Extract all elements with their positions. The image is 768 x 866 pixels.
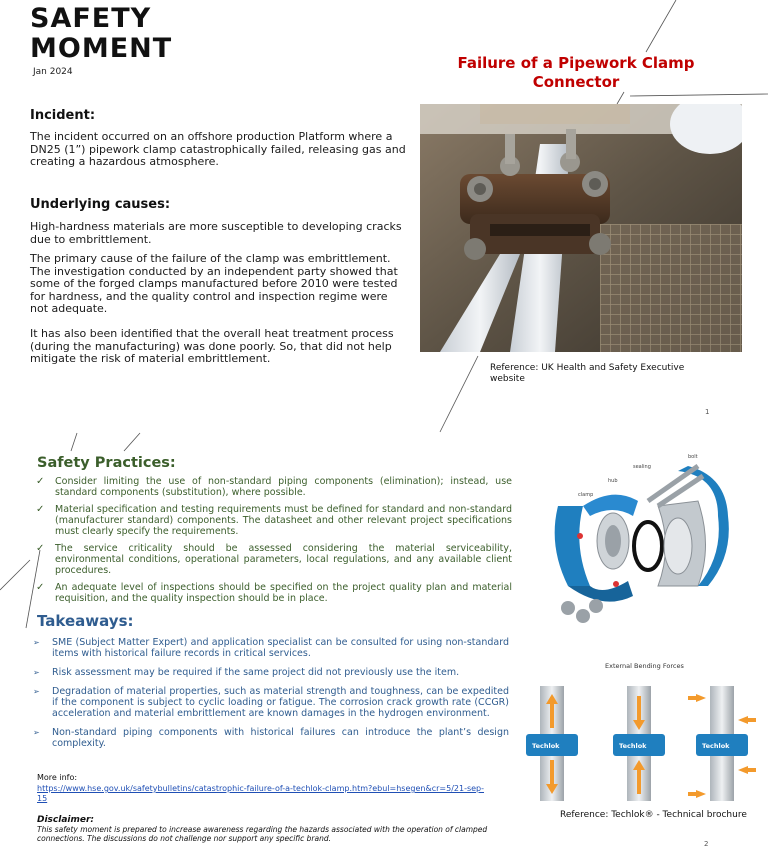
label-hub: hub: [608, 478, 618, 484]
date-label: Jan 2024: [33, 67, 73, 77]
label-clamp: clamp: [578, 492, 594, 498]
takeaways-heading: Takeaways:: [37, 612, 140, 630]
figure-title: External Bending Forces: [605, 662, 684, 670]
arrow-bullet-icon: ➢: [33, 687, 40, 696]
check-icon: ✓: [36, 582, 45, 593]
causes-paragraph-3: It has also been identified that the overall heat treatment process (during the manufacturing) was done poorly. So, that did not help mitigate the risk of material embrittlement.: [30, 327, 394, 365]
check-icon: ✓: [36, 504, 45, 515]
page-title: SAFETY MOMENT: [30, 3, 173, 64]
list-item: ➢ Non-standard piping components with historical failures can introduce the plant’s design complexity.: [33, 727, 509, 749]
check-icon: ✓: [36, 476, 45, 487]
page-number-1: 1: [705, 408, 710, 416]
photo-caption: Reference: UK Health and Safety Executive website: [490, 363, 685, 384]
disclaimer-heading: Disclaimer:: [37, 815, 95, 825]
list-item: ✓ Material specification and testing requirements must be defined for standard and non-standard (manufacturer standard) components. The datasheet and other relevant project specifications must clearly specify the requirements.: [36, 504, 512, 537]
incident-text: The incident occurred on an offshore production Platform where a DN25 (1”) pipework clamp catastrophically failed, releasing gas and creating a hazardous atmosphere.: [30, 130, 406, 168]
safety-practices-list: [36, 476, 512, 610]
list-item: ✓ Consider limiting the use of non-standard piping components (elimination); instead, use standard components (substitution), where possible.: [36, 476, 512, 498]
arrow-bullet-icon: ➢: [33, 668, 40, 677]
page-number-2: 2: [704, 840, 709, 848]
arrow-bullet-icon: ➢: [33, 728, 40, 737]
takeaways-list: [33, 637, 509, 757]
techlok-label: Techlok: [619, 742, 647, 750]
causes-heading: Underlying causes:: [30, 197, 171, 212]
list-item: ✓ The service criticality should be assessed considering the material serviceability, environmental conditions, operational parameters, local regulations, and any available client procedures.: [36, 543, 512, 576]
headline: Failure of a Pipework Clamp Connector: [457, 54, 695, 91]
label-sealing: sealing: [633, 464, 651, 470]
causes-paragraph-2: The primary cause of the failure of the clamp was embrittlement. The investigation conducted by an independent party showed that some of the forged clamps manufactured before 2010 were tested for hardness, and the quality control and inspection regime were not adequate.: [30, 252, 398, 315]
incident-heading: Incident:: [30, 108, 96, 123]
techlok-label: Techlok: [532, 742, 560, 750]
figure-caption: Reference: Techlok® - Technical brochure: [560, 810, 747, 820]
disclaimer-text: This safety moment is prepared to increase awareness regarding the hazards associated with the operation of clamped connections. The discussions do not challenge nor support any specific brand.: [37, 825, 488, 843]
list-item: ➢ Degradation of material properties, such as material strength and toughness, can be expedited if the component is subject to cyclic loading or fatigue. The corrosion crack growth rate (CCGR) acceleration and material embrittlement are known damages in the hydrogen environment.: [33, 686, 509, 719]
failed-clamp-photo: [420, 104, 742, 352]
list-item: ✓ An adequate level of inspections should be specified on the project quality plan and material requisition, and the quality inspection should be in place.: [36, 582, 512, 604]
arrow-bullet-icon: ➢: [33, 638, 40, 647]
safety-practices-heading: Safety Practices:: [37, 455, 176, 471]
list-item: ➢ Risk assessment may be required if the same project did not previously use the item.: [33, 667, 460, 678]
list-item: ➢ SME (Subject Matter Expert) and application specialist can be consulted for using non-standard items with historical failure records in critical services.: [33, 637, 509, 659]
exploded-clamp-diagram: [528, 446, 738, 632]
more-info-link[interactable]: https://www.hse.gov.uk/safetybulletins/catastrophic-failure-of-a-techlok-clamp.htm?ebul=hsegen&cr=5/21-sep-15: [37, 784, 485, 803]
more-info-label: More info:: [37, 773, 78, 782]
causes-paragraph-1: High-hardness materials are more susceptible to developing cracks due to embrittlement.: [30, 220, 402, 246]
check-icon: ✓: [36, 543, 45, 554]
bending-forces-figure: [520, 656, 760, 806]
techlok-label: Techlok: [702, 742, 730, 750]
label-bolt: bolt: [688, 454, 698, 460]
